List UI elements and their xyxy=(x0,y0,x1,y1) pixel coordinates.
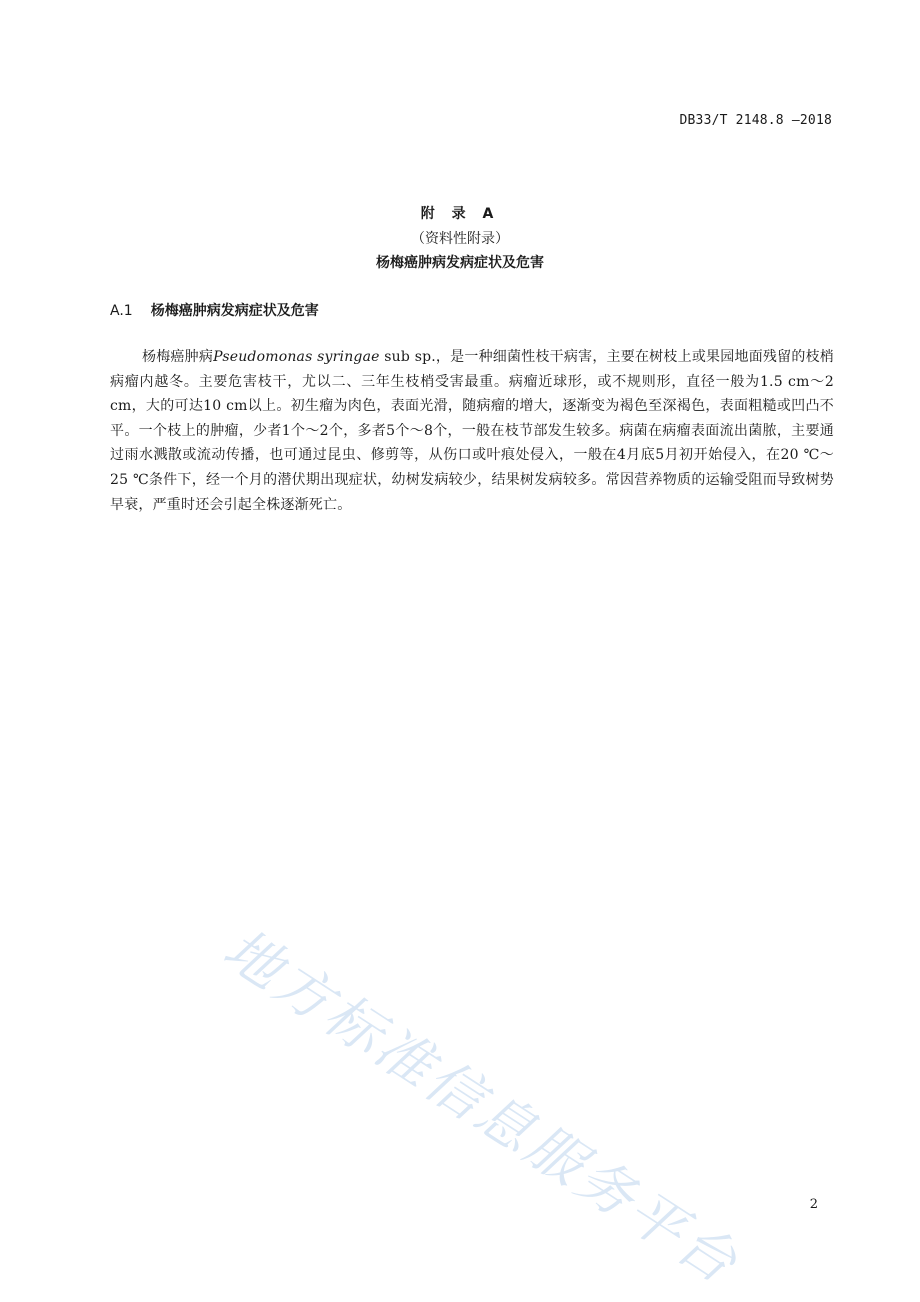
document-code: DB33/T 2148.8 —2018 xyxy=(679,113,832,128)
section-heading xyxy=(110,300,319,320)
appendix-subtitle: 杨梅癌肿病发病症状及危害 xyxy=(376,255,544,271)
paragraph-text: 是一种细菌性枝干病害，主要在树枝上或果园地面残留的枝梢病瘤内越冬。主要危害枝干，尤以二、三年生枝梢受害最重。病瘤近球形，或不规则形，直径一般为1.5 cm～2 cm，大的可达10 cm以上。初生瘤为肉色，表面光滑，随病瘤的增大，逐渐变为褐色至深褐色，表面粗糙或凹凸不平。一个枝上的肿瘤，少者1个～2个，多者5个～8个，一般在枝节部发生较多。病菌在病瘤表面流出菌脓，主要通过雨水溅散或流动传播，也可通过昆虫、修剪等，从伤口或叶痕处侵入，一般在4月底5月初开始侵入，在20 ℃～25 ℃条件下，经一个月的潜伏期出现症状，幼树发病较少，结果树发病较多。常因营养物质的运输受阻而导致树势早衰，严重时还会引起全株逐渐死亡。 xyxy=(110,349,834,513)
pathogen-name: Pseudomonas syringae xyxy=(213,349,380,365)
appendix-title: 附 录 A xyxy=(420,206,500,222)
section-number: A.1 xyxy=(110,303,133,319)
appendix-nature: （资料性附录） xyxy=(411,231,509,247)
paragraph-lead: 杨梅癌肿病 xyxy=(142,349,214,365)
pathogen-tail: sub sp.， xyxy=(379,349,451,365)
body-paragraph xyxy=(110,345,834,517)
watermark: 地方标准信息服务平台 xyxy=(211,916,751,1298)
section-title: 杨梅癌肿病发病症状及危害 xyxy=(150,303,319,319)
page-number: 2 xyxy=(809,1197,818,1212)
